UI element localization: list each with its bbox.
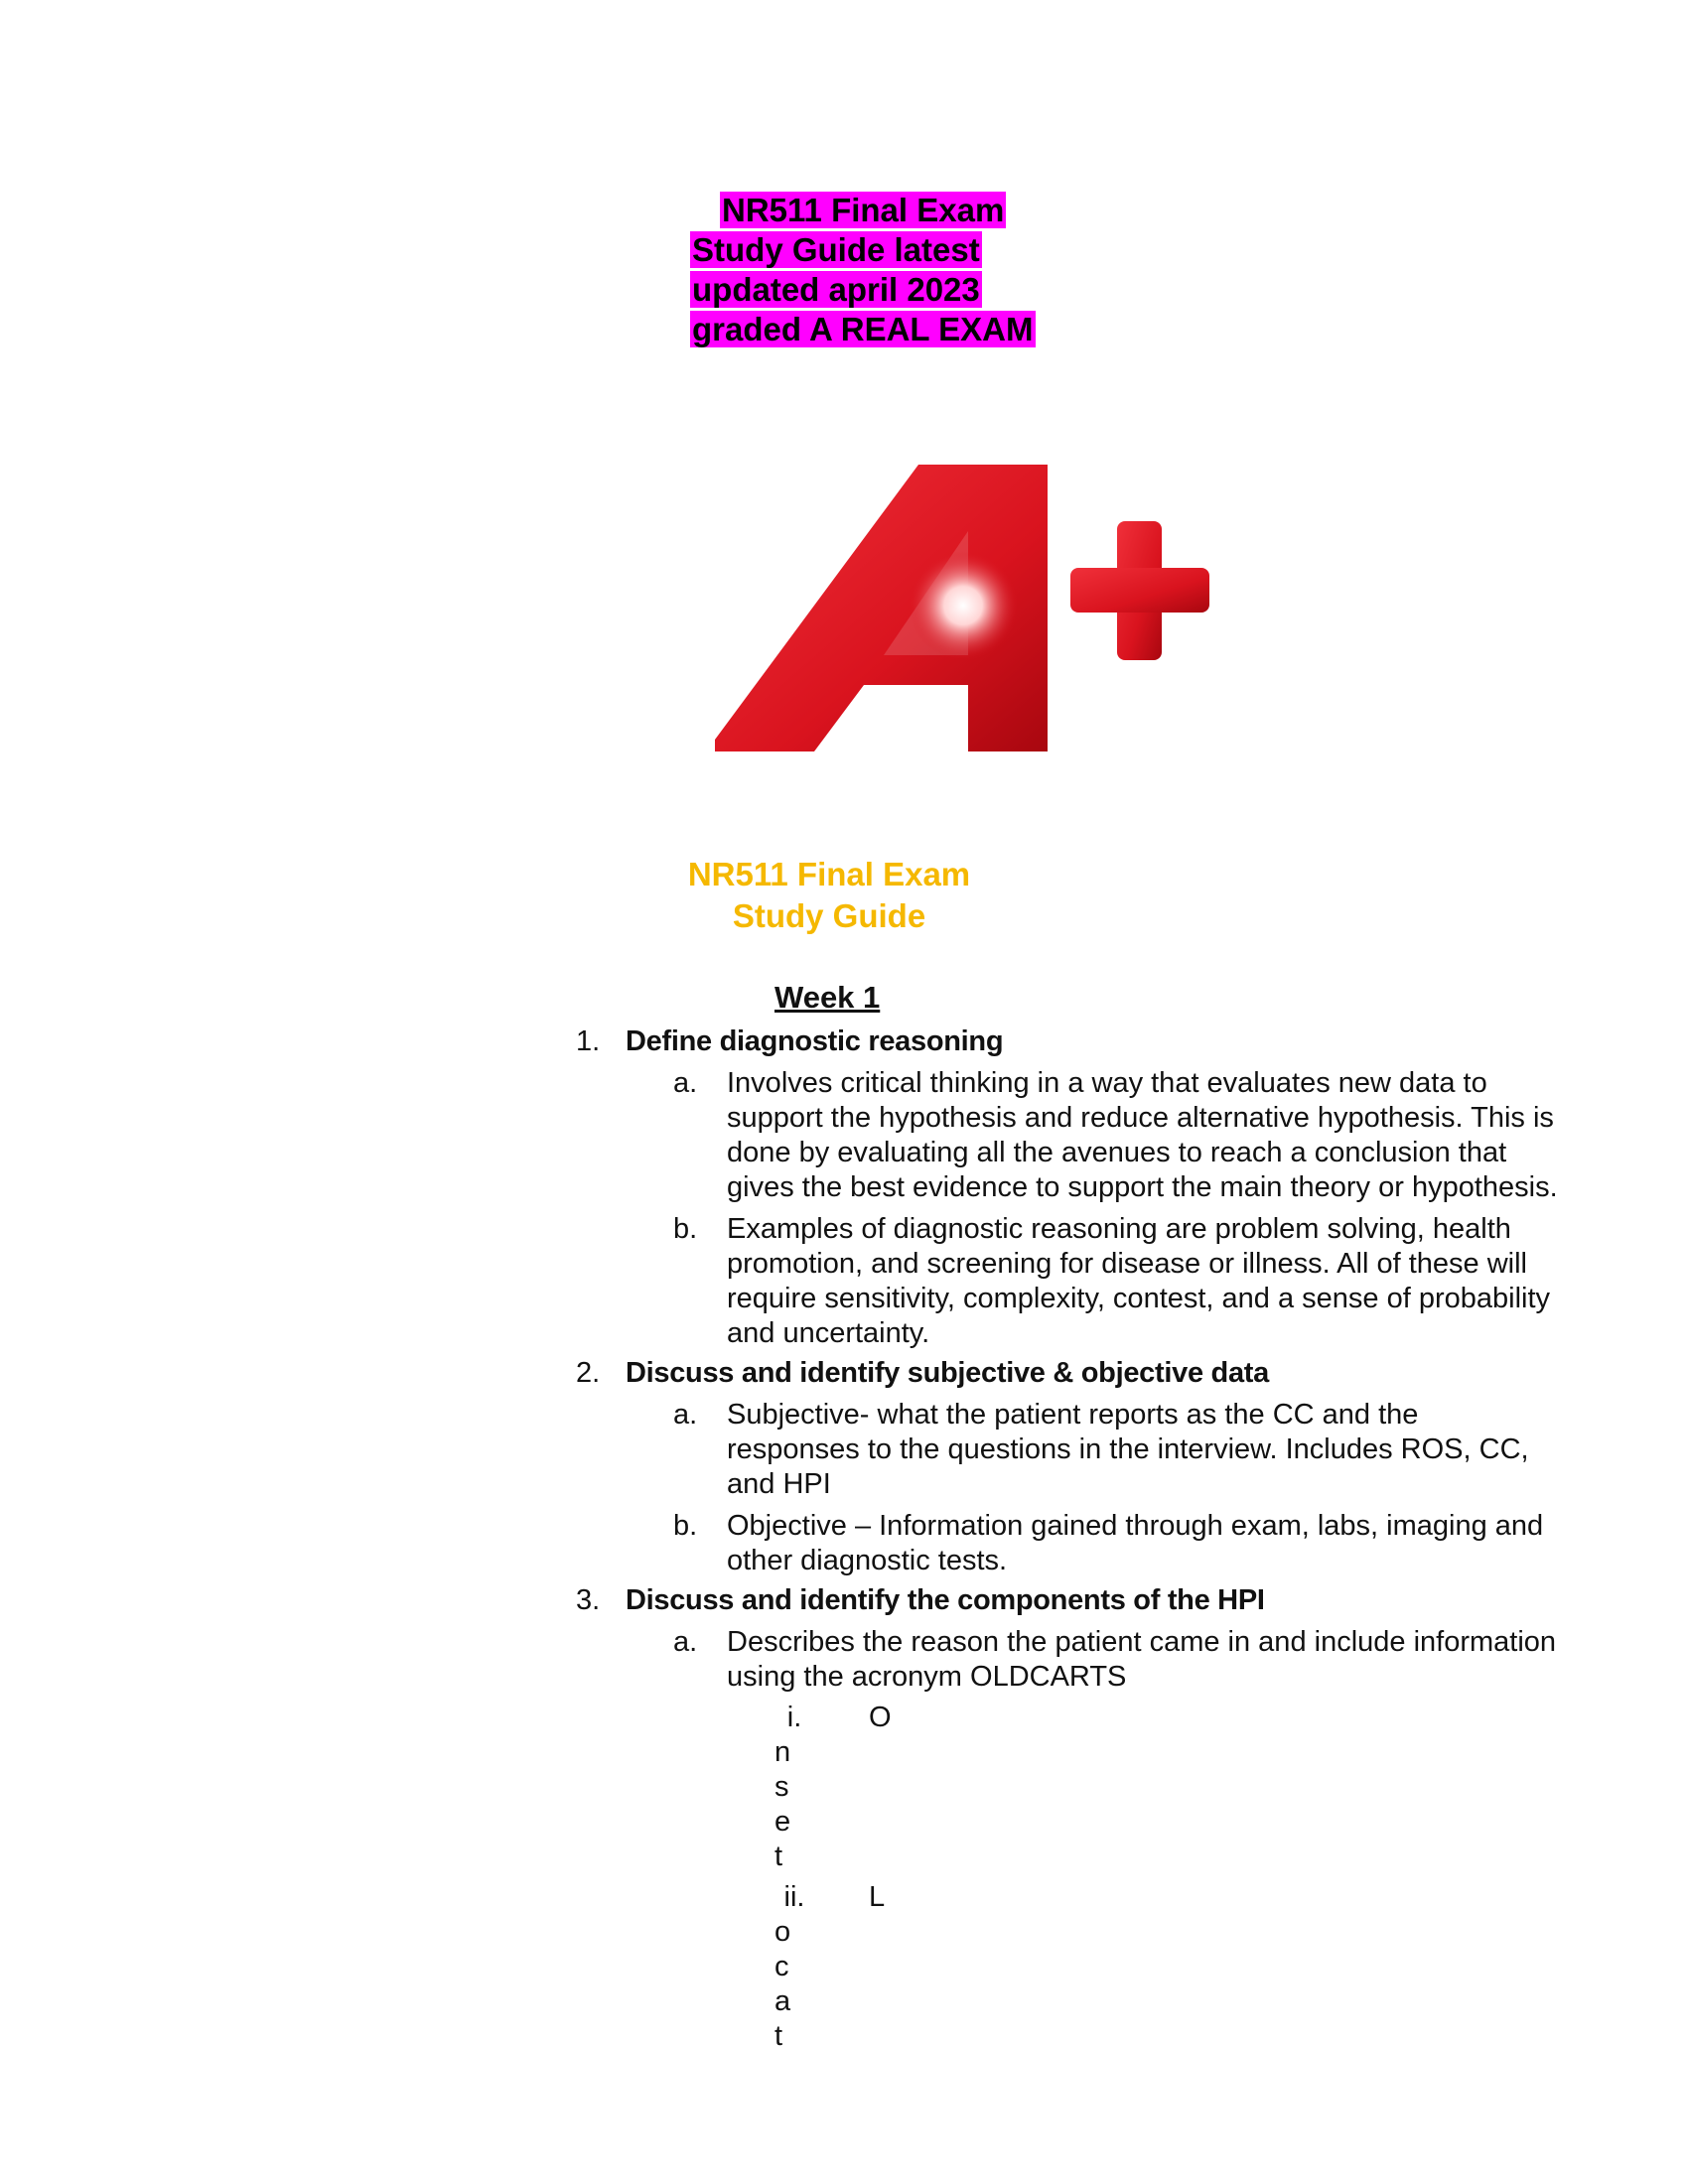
roman-marker: ii. [783, 1881, 805, 1913]
answer-marker: b. [673, 1213, 698, 1245]
week-heading: Week 1 [774, 980, 881, 1015]
question-item [566, 1583, 1559, 1618]
answer-marker: a. [673, 1067, 698, 1099]
oldcarts-item [774, 1701, 892, 1874]
answer-item [566, 1212, 1559, 1351]
a-plus-grade-icon [715, 457, 1231, 784]
title-line-1: NR511 Final Exam [722, 192, 1005, 228]
question-number: 2. [576, 1357, 601, 1389]
question-number: 1. [576, 1025, 601, 1057]
answer-text: Examples of diagnostic reasoning are problem solving, health promotion, and screening for disease or illness. All of these will require sensitivity, complexity, contest, and a sense of probability and uncertainty. [727, 1213, 1551, 1349]
oldcarts-word-rest: nset [774, 1736, 791, 1872]
roman-marker: i. [786, 1702, 802, 1733]
answer-item [566, 1625, 1559, 1695]
answer-item [566, 1398, 1559, 1502]
title-line-4: graded A REAL EXAM [692, 311, 1034, 347]
title-line-2: Study Guide latest [692, 231, 980, 268]
subtitle-line-2: Study Guide [732, 897, 926, 934]
title-line-3: updated april 2023 [692, 271, 980, 308]
question-text: Define diagnostic reasoning [626, 1025, 1004, 1057]
oldcarts-word-rest: ocat [774, 1916, 791, 2052]
question-list [566, 1020, 1559, 2054]
oldcarts-item [774, 1880, 886, 2054]
answer-marker: a. [673, 1399, 698, 1431]
answer-item [566, 1509, 1559, 1578]
oldcarts-letter: L [869, 1881, 886, 1913]
answer-text: Objective – Information gained through exam, labs, imaging and other diagnostic tests. [727, 1510, 1544, 1576]
study-guide-subtitle [596, 854, 1062, 937]
answer-text: Involves critical thinking in a way that evaluates new data to support the hypothesis and reduce alternative hypothesis. This is done by evaluating all the avenues to reach a conclusion that gives the best evidence to support the main theory or hypothesis. [727, 1067, 1558, 1203]
question-number: 3. [576, 1584, 601, 1616]
document-title [690, 191, 1077, 349]
answer-text: Subjective- what the patient reports as the CC and the responses to the questions in the interview. Includes ROS, CC, and HPI [727, 1399, 1529, 1500]
oldcarts-letter: O [869, 1702, 892, 1733]
question-text: Discuss and identify the components of the HPI [626, 1584, 1265, 1616]
question-item [566, 1024, 1559, 1059]
answer-marker: a. [673, 1626, 698, 1658]
answer-item [566, 1066, 1559, 1205]
question-text: Discuss and identify subjective & objective data [626, 1357, 1269, 1389]
subtitle-line-1: NR511 Final Exam [687, 856, 971, 892]
answer-marker: b. [673, 1510, 698, 1542]
question-item [566, 1356, 1559, 1391]
answer-text: Describes the reason the patient came in and include information using the acronym OLDCARTS [727, 1626, 1557, 1693]
